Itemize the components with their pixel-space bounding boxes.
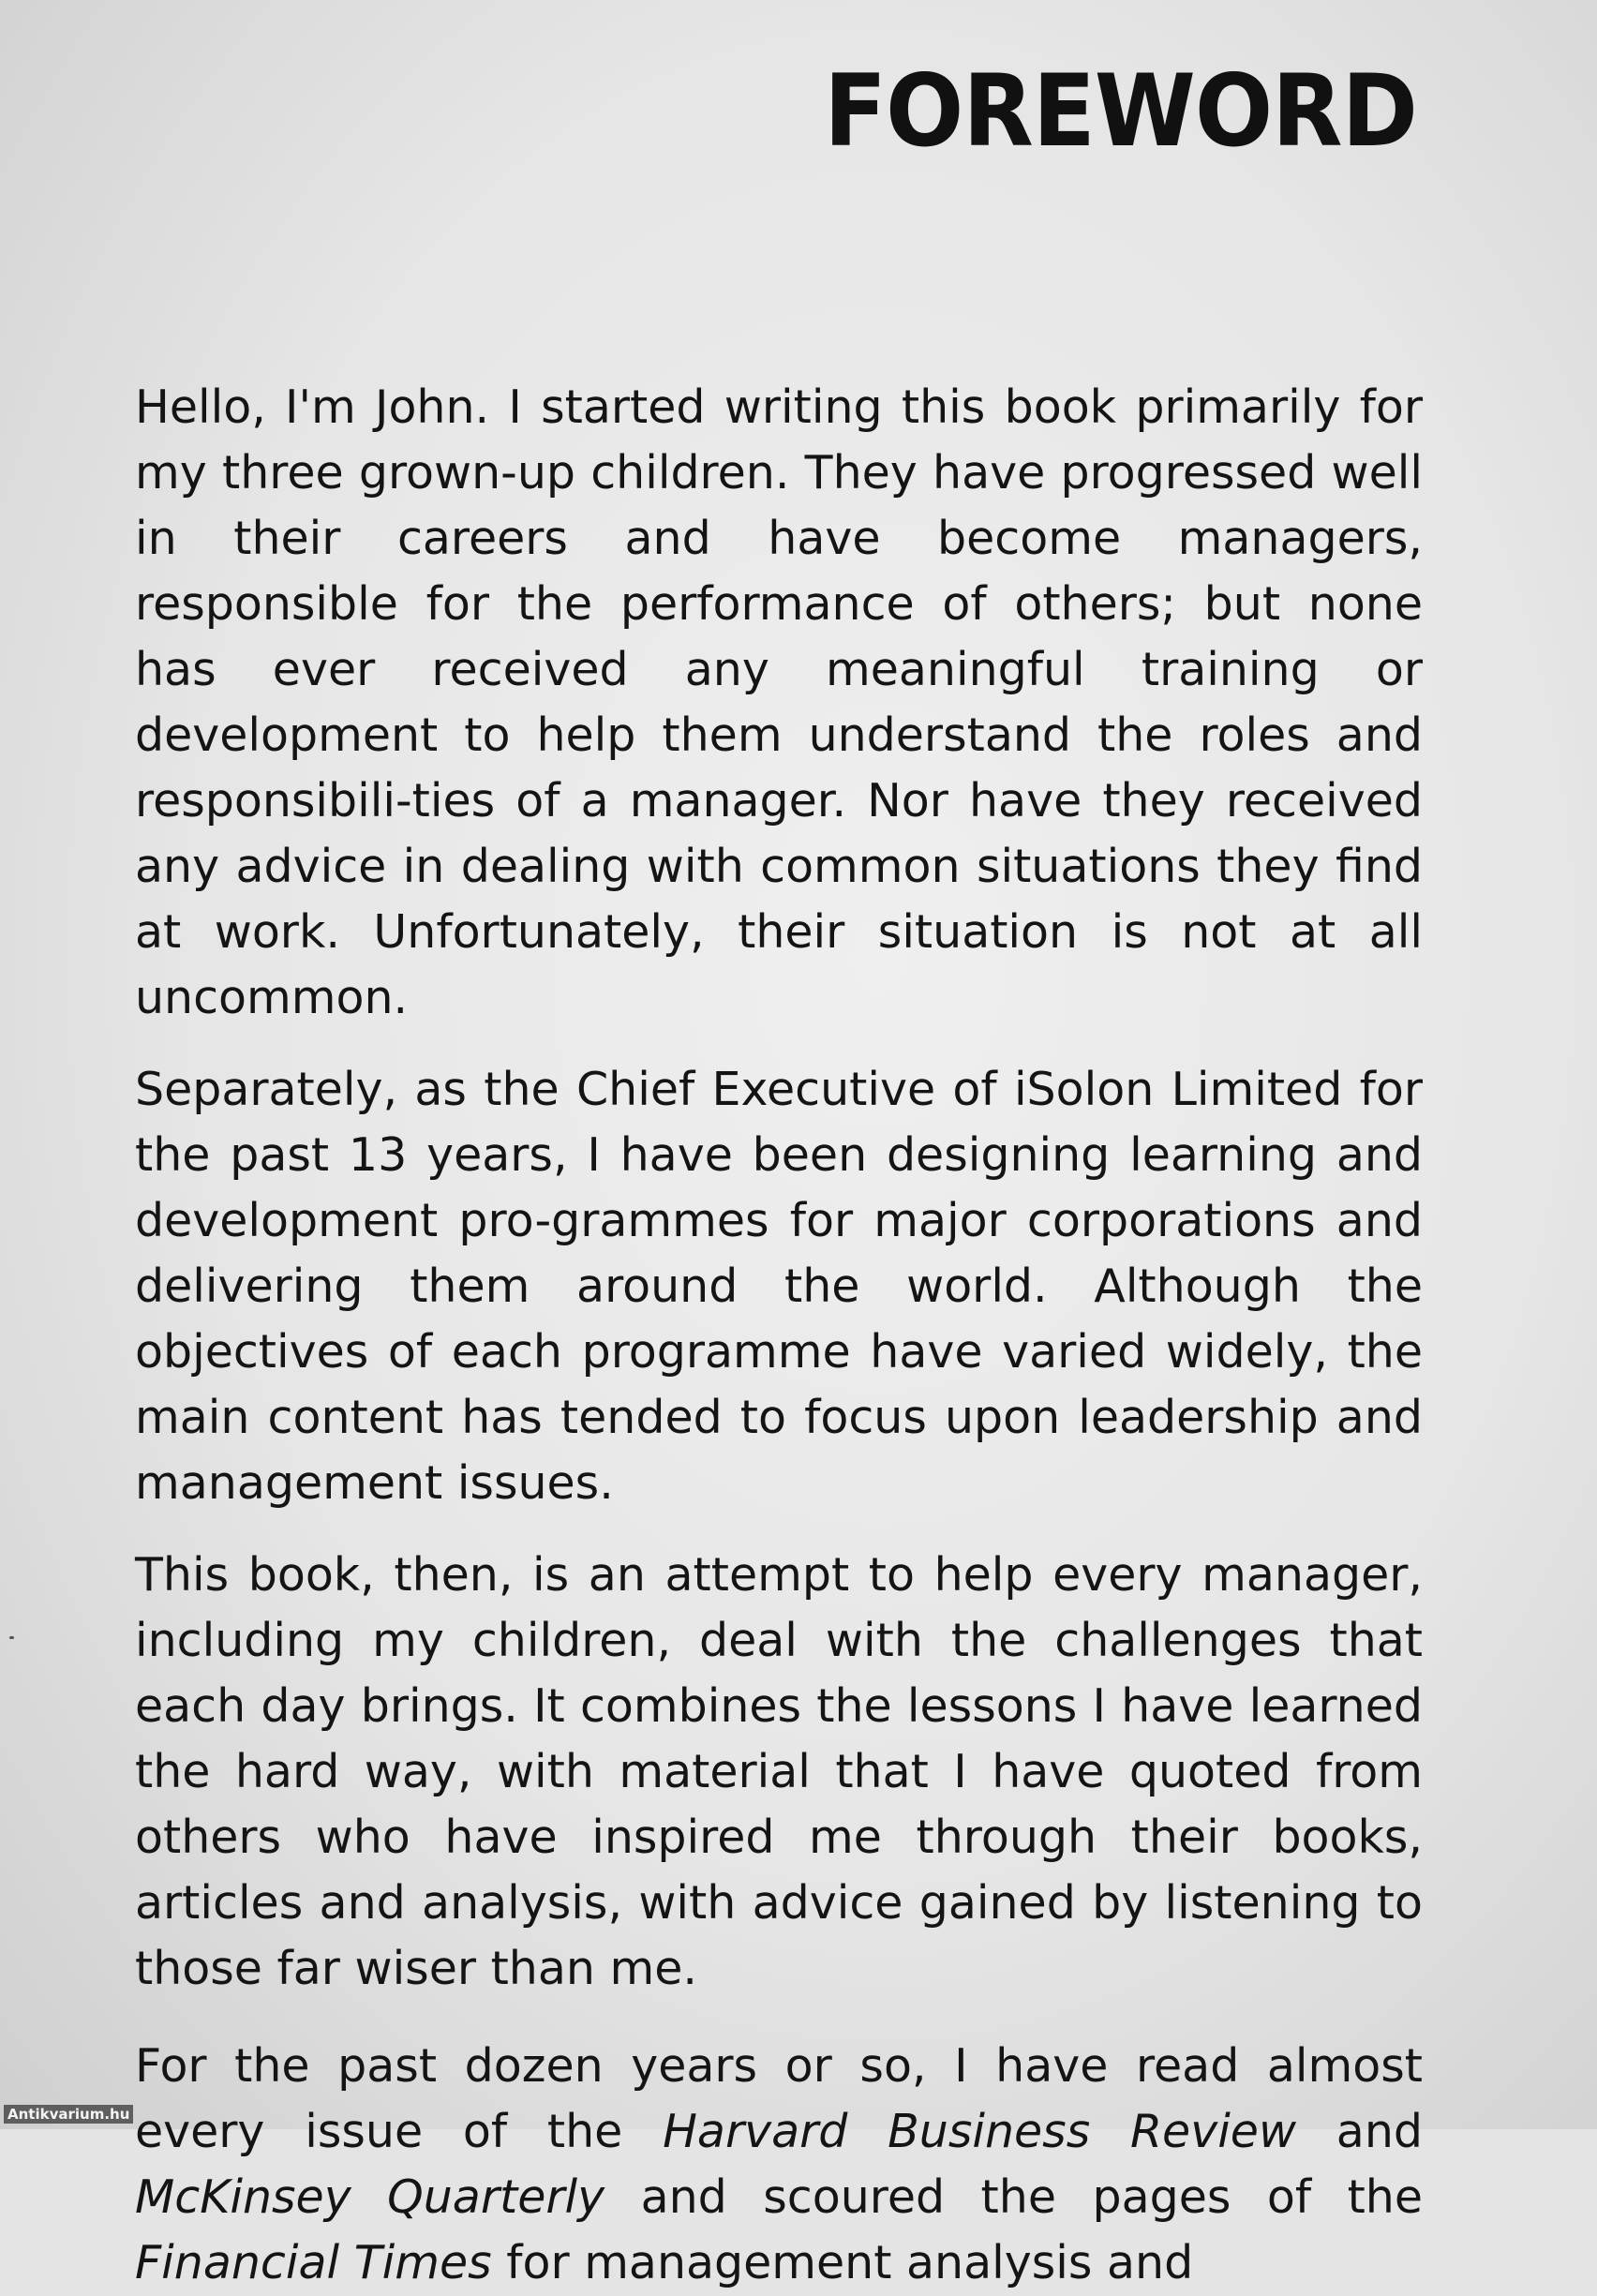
- paper-speck: [9, 1636, 14, 1639]
- page-title: FOREWORD: [824, 54, 1417, 171]
- paragraph-intro: Hello, I'm John. I started writing this book primarily for my three grown-up children. They have progressed well in their careers and have become managers, responsible for the performance of others; but none has ever received any meaningful training or development to help them understand the roles and responsibili-ties of a manager. Nor have they received any advice in dealing with common situations they find at work. Unfortunately, their situation is not at all uncommon.: [135, 380, 1423, 1024]
- paragraph-isolon: Separately, as the Chief Executive of iSolon Limited for the past 13 years, I have been designing learning and development pro-grammes for major corporations and delivering them around the world. Although the objectives of each programme have varied widely, the main content has tended to focus upon leadership and management issues.: [135, 1063, 1423, 1510]
- foreword-body: [135, 375, 1423, 2296]
- paragraph-reading: [135, 2034, 1423, 2296]
- text-run: and: [1296, 2105, 1423, 2158]
- publication-title-mckinsey: McKinsey Quarterly: [135, 2170, 605, 2224]
- paragraph-purpose: This book, then, is an attempt to help every manager, including my children, deal with the challenges that each day brings. It combines the lessons I have learned the hard way, with material that I have quoted from others who have inspired me through their books, articles and analysis, with advice gained by listening to those far wiser than me.: [135, 1548, 1423, 1995]
- publication-title-ft: Financial Times: [135, 2236, 492, 2289]
- watermark-logo: Antikvarium.hu: [4, 2105, 133, 2124]
- publication-title-hbr: Harvard Business Review: [663, 2105, 1297, 2158]
- text-run: for management analysis and: [491, 2236, 1194, 2289]
- show-through-text-top: [141, 0, 1434, 60]
- text-run: For the past dozen years or so, I have read almost every issue of the: [135, 2039, 1423, 2158]
- text-run: and scoured the pages of the: [604, 2170, 1423, 2224]
